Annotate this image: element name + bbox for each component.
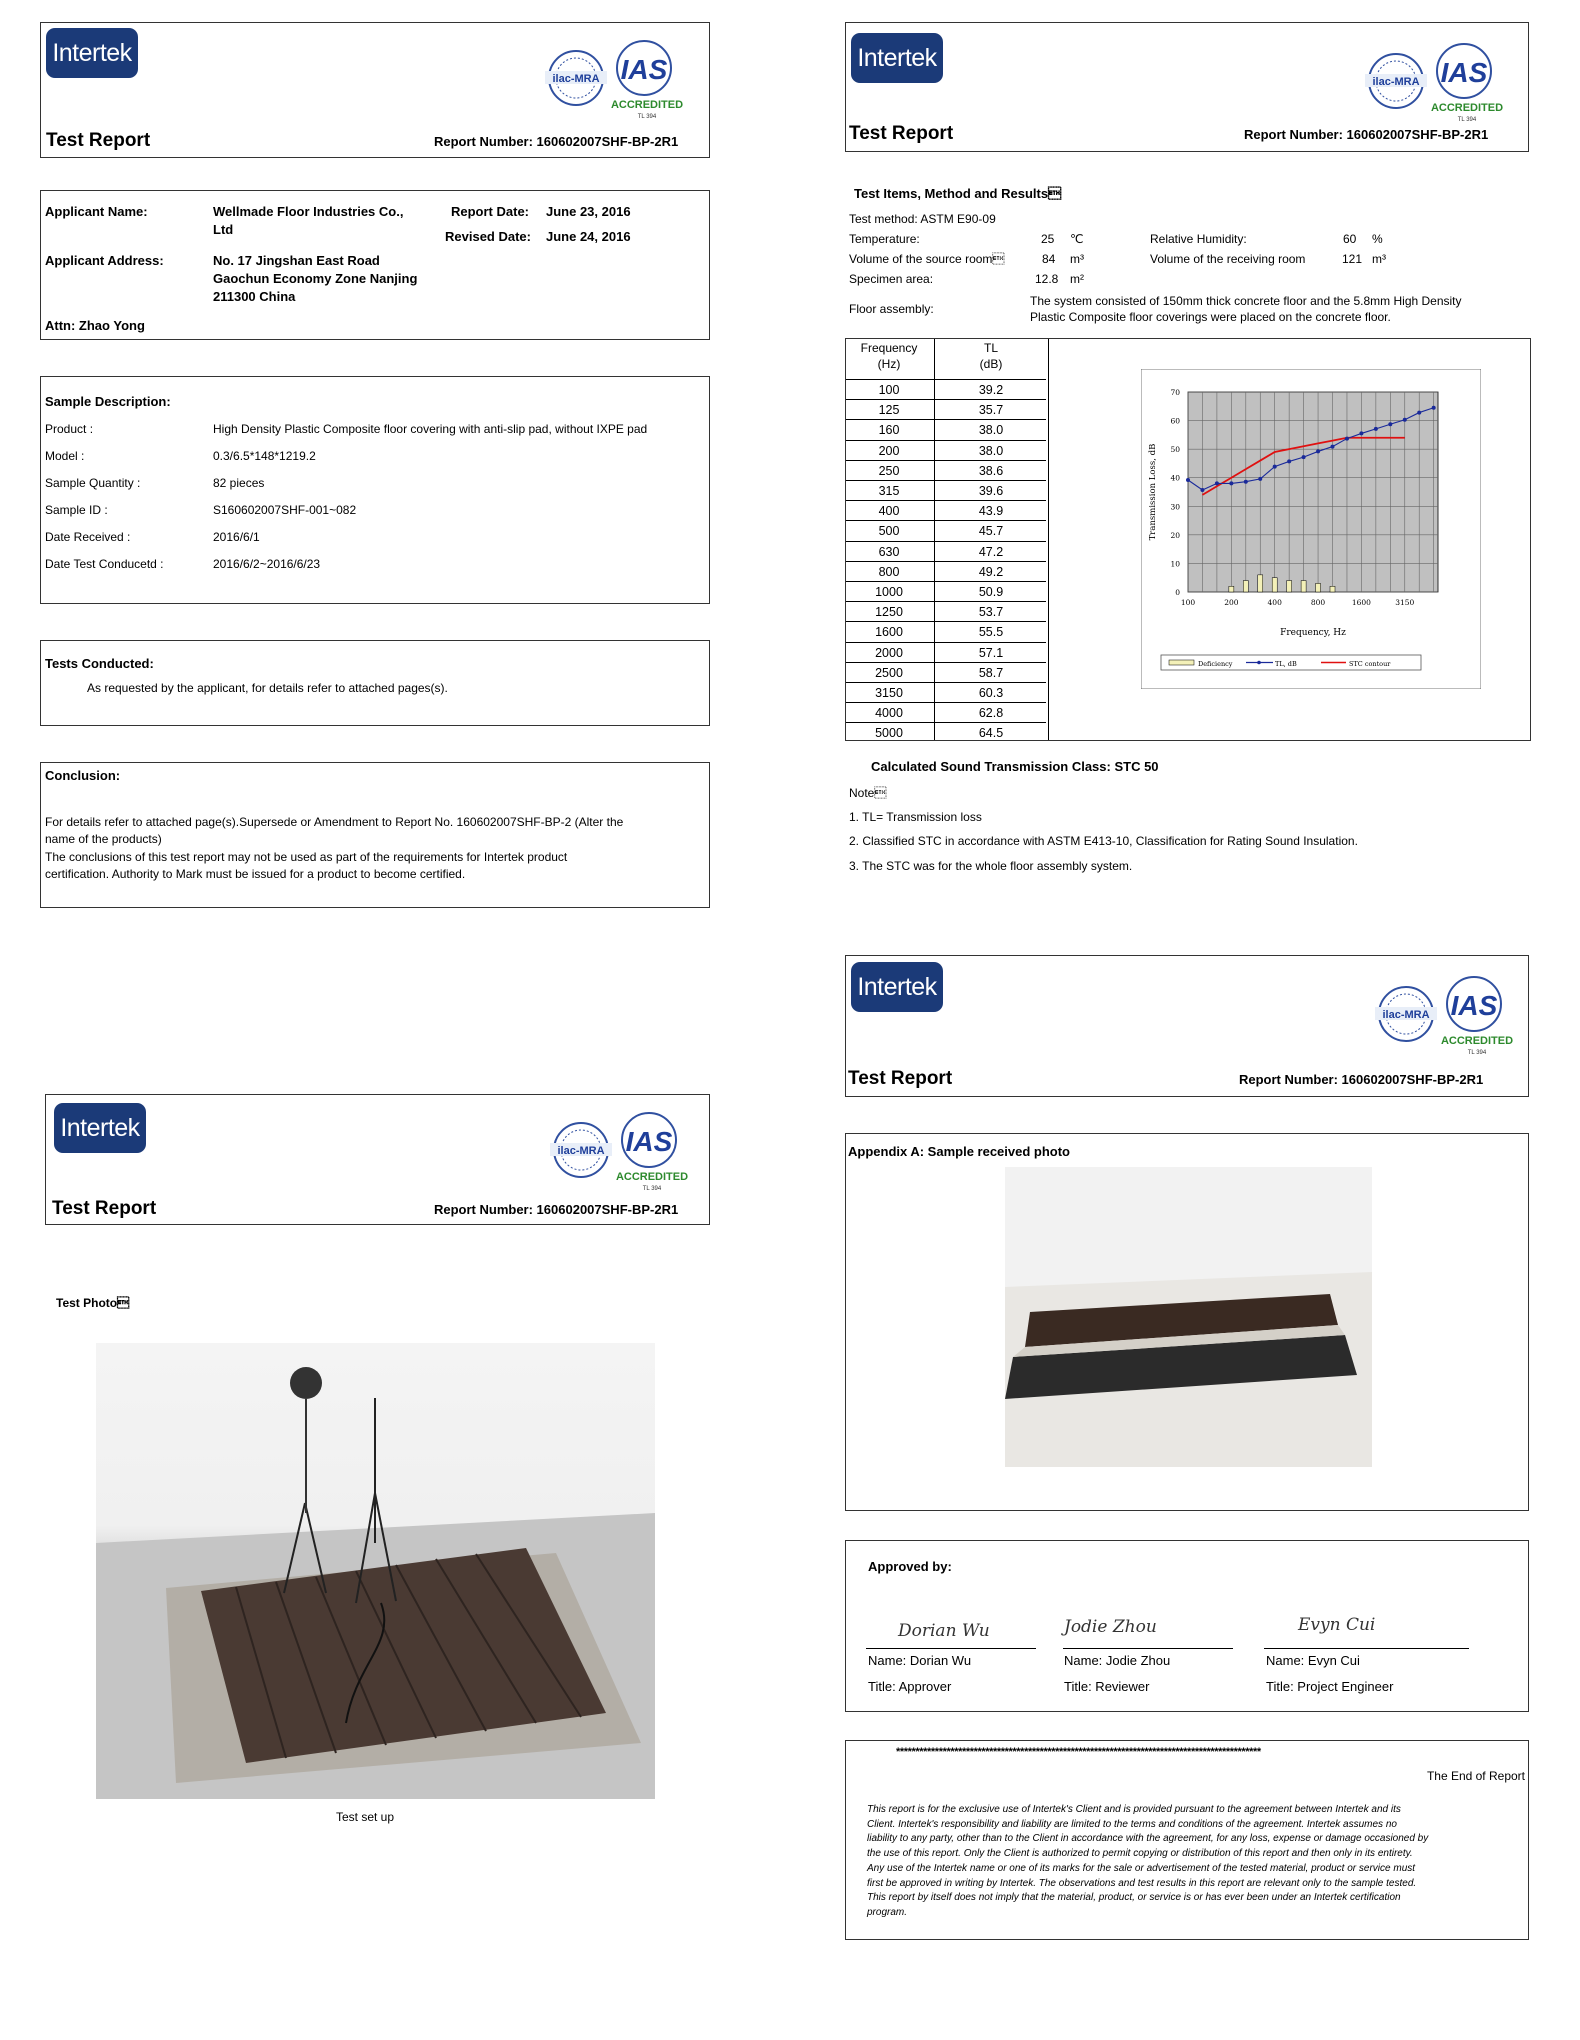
applicant-name-line1: Wellmade Floor Industries Co.,: [213, 204, 404, 219]
sample-label: Model :: [45, 449, 85, 463]
page1-header: [40, 22, 710, 158]
tl-point: [1403, 418, 1407, 422]
tl-point: [1258, 477, 1262, 481]
tl-point: [1388, 422, 1392, 426]
tl-frequency: 2500: [875, 665, 903, 680]
floor-assembly-line2: Plastic Composite floor coverings were placed on the concrete floor.: [1030, 310, 1391, 324]
tests-box: [40, 640, 710, 726]
photo-caption: Test set up: [336, 1810, 395, 1824]
disclaimer-line: the use of this report. Only the Client is authorized to permit copying or distribution of this report and then only in its entirety.: [867, 1848, 1413, 1860]
signature-1: Dorian Wu: [898, 1621, 990, 1641]
disclaimer-line: program.: [867, 1906, 908, 1918]
floor-assembly-label: Floor assembly:: [849, 302, 934, 316]
tl-point: [1302, 455, 1306, 459]
report-number: Report Number: 160602007SHF-BP-2R1: [1244, 127, 1489, 142]
approver-name-3: Name: Evyn Cui: [1266, 1653, 1360, 1668]
sample-label: Date Test Conducetd :: [45, 557, 164, 571]
temp-unit: ℃: [1070, 232, 1084, 246]
conclusion-line4: certification. Authority to Mark must be issued for a product to become certified.: [45, 867, 466, 881]
tl-value: 60.3: [978, 686, 1004, 700]
intertek-logo: Intertek: [54, 1103, 146, 1153]
signature-2: Jodie Zhou: [1064, 1617, 1157, 1637]
tl-frequency: 630: [878, 544, 900, 559]
end-stars: **********************************************************************************************: [896, 1746, 1261, 1758]
tl-table: [846, 339, 1049, 740]
tl-point: [1200, 488, 1204, 492]
deficiency-bar: [1316, 583, 1321, 592]
tl-point: [1273, 465, 1277, 469]
ias-accredited-icon: [541, 38, 691, 124]
tl-frequency: 1250: [875, 605, 903, 620]
deficiency-bar: [1243, 581, 1248, 592]
page4-header: [845, 955, 1529, 1097]
applicant-box: [40, 190, 710, 340]
source-room-value: 84: [1042, 252, 1056, 266]
sample-label: Sample ID :: [45, 503, 108, 517]
applicant-name-label: Applicant Name:: [45, 204, 148, 219]
test-photo-heading: Test Photo: [56, 1296, 130, 1310]
x-tick-label: 100: [1180, 598, 1196, 607]
sample-value: 0.3/6.5*148*1219.2: [213, 449, 316, 463]
specimen-area-unit: m²: [1070, 272, 1084, 286]
tl-point: [1316, 449, 1320, 453]
address-line1: No. 17 Jingshan East Road: [213, 253, 380, 268]
y-tick-label: 60: [1170, 416, 1180, 426]
legend-deficiency-swatch: [1169, 660, 1194, 665]
tl-text: TL 394: [637, 114, 657, 120]
tl-table-row: [846, 460, 1046, 481]
tests-text: As requested by the applicant, for details refer to attached pages(s).: [87, 681, 448, 695]
report-number: Report Number: 160602007SHF-BP-2R1: [434, 1202, 679, 1217]
end-box: [845, 1740, 1529, 1940]
intertek-logo: Intertek: [46, 28, 138, 78]
tl-table-row: [846, 702, 1046, 723]
legend-tl: TL, dB: [1275, 660, 1297, 668]
rh-value: 60: [1343, 232, 1357, 246]
note-3: 3. The STC was for the whole floor assembly system.: [849, 859, 1133, 873]
conclusion-heading: Conclusion:: [45, 768, 121, 783]
x-tick-label: 400: [1267, 598, 1282, 607]
sample-label: Product :: [45, 422, 94, 436]
sample-label: Date Received :: [45, 530, 131, 544]
y-tick-label: 70: [1170, 388, 1180, 397]
tl-table-row: [846, 480, 1046, 501]
tl-frequency: 4000: [875, 706, 903, 721]
tl-point: [1229, 481, 1233, 485]
disclaimer-line: This report by itself does not imply that the material, product, or service is or has ever been under an Intertek certification: [867, 1892, 1401, 1904]
col-frequency-unit: (Hz): [877, 357, 901, 371]
col-tl: TL: [983, 341, 998, 355]
tl-frequency: 500: [878, 524, 900, 539]
tl-value: 62.8: [978, 706, 1004, 721]
tl-table-row: [846, 642, 1046, 663]
col-frequency: Frequency: [860, 341, 918, 355]
ias-accredited-icon: [1371, 974, 1521, 1060]
accredited-text: ACCREDITED: [1430, 102, 1504, 114]
tl-point: [1244, 480, 1248, 484]
address-line3: 211300 China: [213, 289, 296, 304]
x-tick-label: 3150: [1395, 598, 1415, 607]
legend-stc: STC contour: [1349, 660, 1391, 668]
accredited-text: ACCREDITED: [610, 99, 684, 111]
address-line2: Gaochun Economy Zone Nanjing: [213, 271, 418, 286]
applicant-name-line2: Ltd: [213, 222, 234, 237]
applicant-address-label: Applicant Address:: [45, 253, 164, 268]
temp-label: Temperature:: [849, 232, 920, 246]
tl-point: [1374, 427, 1378, 431]
test-method: Test method: ASTM E90-09: [849, 212, 996, 226]
sample-value: 82 pieces: [213, 476, 265, 490]
revised-date-label: Revised Date:: [445, 229, 531, 244]
report-date-label: Report Date:: [451, 204, 530, 219]
note-heading: Note: [849, 786, 887, 800]
appendix-heading: Appendix A: Sample received photo: [848, 1144, 1071, 1159]
accredited-text: ACCREDITED: [1440, 1035, 1514, 1047]
sample-received-photo: [1005, 1167, 1372, 1467]
sample-value: High Density Plastic Composite floor covering with anti-slip pad, without IXPE pad: [213, 422, 648, 436]
accredited-text: ACCREDITED: [615, 1171, 689, 1183]
report-number: Report Number: 160602007SHF-BP-2R1: [1239, 1072, 1484, 1087]
tl-point: [1359, 431, 1363, 435]
tl-value: 57.1: [978, 645, 1004, 660]
tl-frequency: 3150: [875, 686, 903, 700]
tl-text: TL 394: [1467, 1050, 1487, 1056]
ias-text: IAS: [625, 1126, 673, 1157]
tests-heading: Tests Conducted:: [45, 656, 154, 671]
test-items-heading: Test Items, Method and Results: [854, 186, 1062, 201]
sample-box: [40, 376, 710, 604]
tl-point: [1331, 445, 1335, 449]
col-tl-unit: (dB): [979, 357, 1003, 371]
deficiency-bar: [1229, 586, 1234, 592]
disclaimer-line: first be approved in writing by Intertek. The observations and test results in this report are relevant only to the sample tested.: [867, 1877, 1417, 1889]
y-tick-label: 40: [1170, 473, 1180, 483]
tl-frequency: 400: [878, 504, 900, 519]
deficiency-bar: [1301, 581, 1306, 592]
tl-table-row: [846, 581, 1046, 602]
approver-name-1: Name: Dorian Wu: [868, 1653, 972, 1668]
tl-frequency: 1600: [875, 625, 903, 640]
stc-result: Calculated Sound Transmission Class: STC 50: [871, 759, 1159, 774]
tl-value: 45.7: [978, 524, 1004, 539]
tl-value: 47.2: [978, 544, 1004, 559]
page3-header: [45, 1094, 710, 1225]
tl-chart: [1141, 369, 1481, 689]
y-axis-label: Transmission Loss, dB: [1148, 443, 1158, 541]
tl-value: 39.6: [978, 484, 1004, 498]
x-tick-label: 200: [1224, 598, 1239, 607]
tl-table-row: [846, 682, 1046, 703]
approver-name-2: Name: Jodie Zhou: [1064, 1653, 1171, 1668]
tl-point: [1345, 437, 1349, 441]
report-date: June 23, 2016: [546, 204, 631, 219]
note-2: 2. Classified STC in accordance with ASTM E413-10, Classification for Rating Sound Insulation.: [849, 834, 1358, 848]
ilac-text: ilac-MRA: [1382, 1009, 1430, 1021]
intertek-logo: Intertek: [851, 33, 943, 83]
ias-accredited-icon: [1361, 41, 1511, 127]
test-setup-photo: [96, 1343, 655, 1799]
y-tick-label: 30: [1170, 502, 1180, 512]
tl-table-row: [846, 379, 1046, 400]
deficiency-bar: [1287, 581, 1292, 592]
page-title: Test Report: [849, 123, 954, 144]
tl-frequency: 2000: [875, 645, 903, 660]
tl-value: 38.6: [978, 463, 1004, 478]
y-tick-label: 20: [1170, 530, 1180, 540]
tl-table-row: [846, 601, 1046, 622]
x-axis-label: Frequency, Hz: [1280, 628, 1346, 638]
end-of-report: The End of Report: [1426, 1769, 1525, 1783]
tl-point: [1186, 478, 1190, 482]
tl-frequency: 250: [878, 463, 900, 478]
tl-point: [1417, 411, 1421, 415]
temp-value: 25: [1041, 232, 1055, 246]
tl-value: 38.0: [978, 443, 1004, 458]
tl-table-row: [846, 419, 1046, 440]
tl-table-row: [846, 662, 1046, 683]
y-tick-label: 0: [1175, 588, 1180, 597]
specimen-area-label: Specimen area:: [849, 272, 934, 286]
specimen-area-value: 12.8: [1035, 272, 1059, 286]
tl-table-row: [846, 561, 1046, 582]
tl-value: 55.5: [978, 625, 1004, 640]
disclaimer-line: liability to any party, other than to the Client in accordance with the agreement, for any loss, expense or damage occasioned by: [867, 1833, 1429, 1845]
tl-point: [1287, 459, 1291, 463]
receiving-room-unit: m³: [1372, 252, 1386, 266]
ilac-text: ilac-MRA: [557, 1145, 605, 1157]
tl-frequency: 200: [878, 443, 900, 458]
intertek-logo: Intertek: [851, 962, 943, 1012]
sample-value: 2016/6/2~2016/6/23: [213, 557, 321, 571]
tl-table-row: [846, 399, 1046, 420]
tl-frequency: 125: [878, 403, 900, 418]
ilac-text: ilac-MRA: [1372, 76, 1420, 88]
page2-header: [845, 22, 1529, 152]
y-tick-label: 50: [1170, 445, 1180, 455]
ias-text: IAS: [1440, 57, 1488, 88]
tl-value: 53.7: [978, 605, 1004, 620]
tl-point: [1432, 406, 1436, 410]
disclaimer-line: Any use of the Intertek name or one of its marks for the sale or advertisement of the tested material, product or service must: [867, 1862, 1416, 1874]
tl-value: 49.2: [978, 564, 1004, 579]
tl-frequency: 800: [878, 564, 900, 579]
conclusion-line3: The conclusions of this test report may not be used as part of the requirements for Intertek product: [45, 850, 568, 864]
page-title: Test Report: [46, 130, 151, 151]
tl-value: 58.7: [978, 665, 1004, 680]
tl-frequency: 5000: [875, 726, 903, 741]
tl-table-row: [846, 722, 1046, 743]
tl-table-row: [846, 500, 1046, 521]
source-room-label: Volume of the source room: [849, 252, 1005, 266]
disclaimer-line: This report is for the exclusive use of Intertek's Client and is provided pursuant to the agreement between Intertek and its: [867, 1804, 1401, 1815]
attn: Attn: Zhao Yong: [45, 318, 145, 333]
deficiency-bar: [1330, 586, 1335, 592]
tl-value: 50.9: [978, 585, 1004, 599]
ilac-text: ilac-MRA: [552, 73, 600, 85]
sample-heading: Sample Description:: [45, 394, 171, 409]
sample-value: S160602007SHF-001~082: [213, 503, 357, 517]
tl-value: 35.7: [978, 403, 1004, 418]
approval-box: [845, 1540, 1529, 1712]
conclusion-line2: name of the products): [45, 832, 162, 846]
tl-frequency: 1000: [875, 585, 903, 599]
tl-frequency: 100: [878, 383, 900, 397]
revised-date: June 24, 2016: [546, 229, 631, 244]
tl-value: 38.0: [978, 423, 1004, 438]
receiving-room-value: 121: [1342, 252, 1363, 266]
rh-unit: %: [1372, 232, 1383, 246]
tl-text: TL 394: [642, 1186, 662, 1192]
ias-accredited-icon: [546, 1110, 696, 1196]
conclusion-line1: For details refer to attached page(s).Supersede or Amendment to Report No. 160602007SHF-BP-2 (Alter the: [45, 815, 624, 829]
floor-assembly-line1: The system consisted of 150mm thick concrete floor and the 5.8mm High Density: [1030, 294, 1462, 308]
sample-label: Sample Quantity :: [45, 476, 141, 490]
tl-value: 39.2: [978, 383, 1004, 397]
disclaimer-line: Client. Intertek's responsibility and liability are limited to the terms and conditions of the agreement. Intertek assumes no: [867, 1818, 1397, 1830]
source-room-unit: m³: [1070, 252, 1084, 266]
y-tick-label: 10: [1170, 559, 1180, 569]
page-title: Test Report: [848, 1068, 953, 1089]
approver-title-2: Title: Reviewer: [1064, 1679, 1150, 1694]
ias-text: IAS: [620, 54, 668, 85]
tl-frequency: 315: [878, 484, 900, 498]
ias-text: IAS: [1450, 990, 1498, 1021]
tl-table-row: [846, 541, 1046, 562]
tl-table-row: [846, 440, 1046, 461]
note-1: 1. TL= Transmission loss: [849, 810, 982, 824]
approved-heading: Approved by:: [868, 1559, 952, 1574]
tl-table-row: [846, 520, 1046, 541]
x-tick-label: 800: [1310, 598, 1326, 607]
x-tick-label: 1600: [1351, 598, 1371, 607]
page-title: Test Report: [52, 1198, 157, 1219]
tl-point: [1215, 481, 1219, 485]
signature-3: Evyn Cui: [1298, 1615, 1376, 1635]
rh-label: Relative Humidity:: [1150, 232, 1247, 246]
approver-title-1: Title: Approver: [868, 1679, 952, 1694]
deficiency-bar: [1272, 578, 1277, 592]
results-box: [845, 338, 1531, 741]
approver-title-3: Title: Project Engineer: [1266, 1679, 1394, 1694]
tl-frequency: 160: [878, 423, 900, 438]
report-number: Report Number: 160602007SHF-BP-2R1: [434, 134, 679, 149]
deficiency-bar: [1258, 575, 1263, 592]
disclaimer: [867, 1803, 1428, 1921]
receiving-room-label: Volume of the receiving room: [1150, 252, 1306, 266]
sample-value: 2016/6/1: [213, 530, 260, 544]
tl-value: 64.5: [978, 726, 1004, 741]
tl-table-row: [846, 621, 1046, 642]
tl-value: 43.9: [978, 504, 1004, 519]
conclusion-box: [40, 762, 710, 908]
tl-text: TL 394: [1457, 117, 1477, 123]
legend-deficiency: Deficiency: [1198, 660, 1233, 668]
